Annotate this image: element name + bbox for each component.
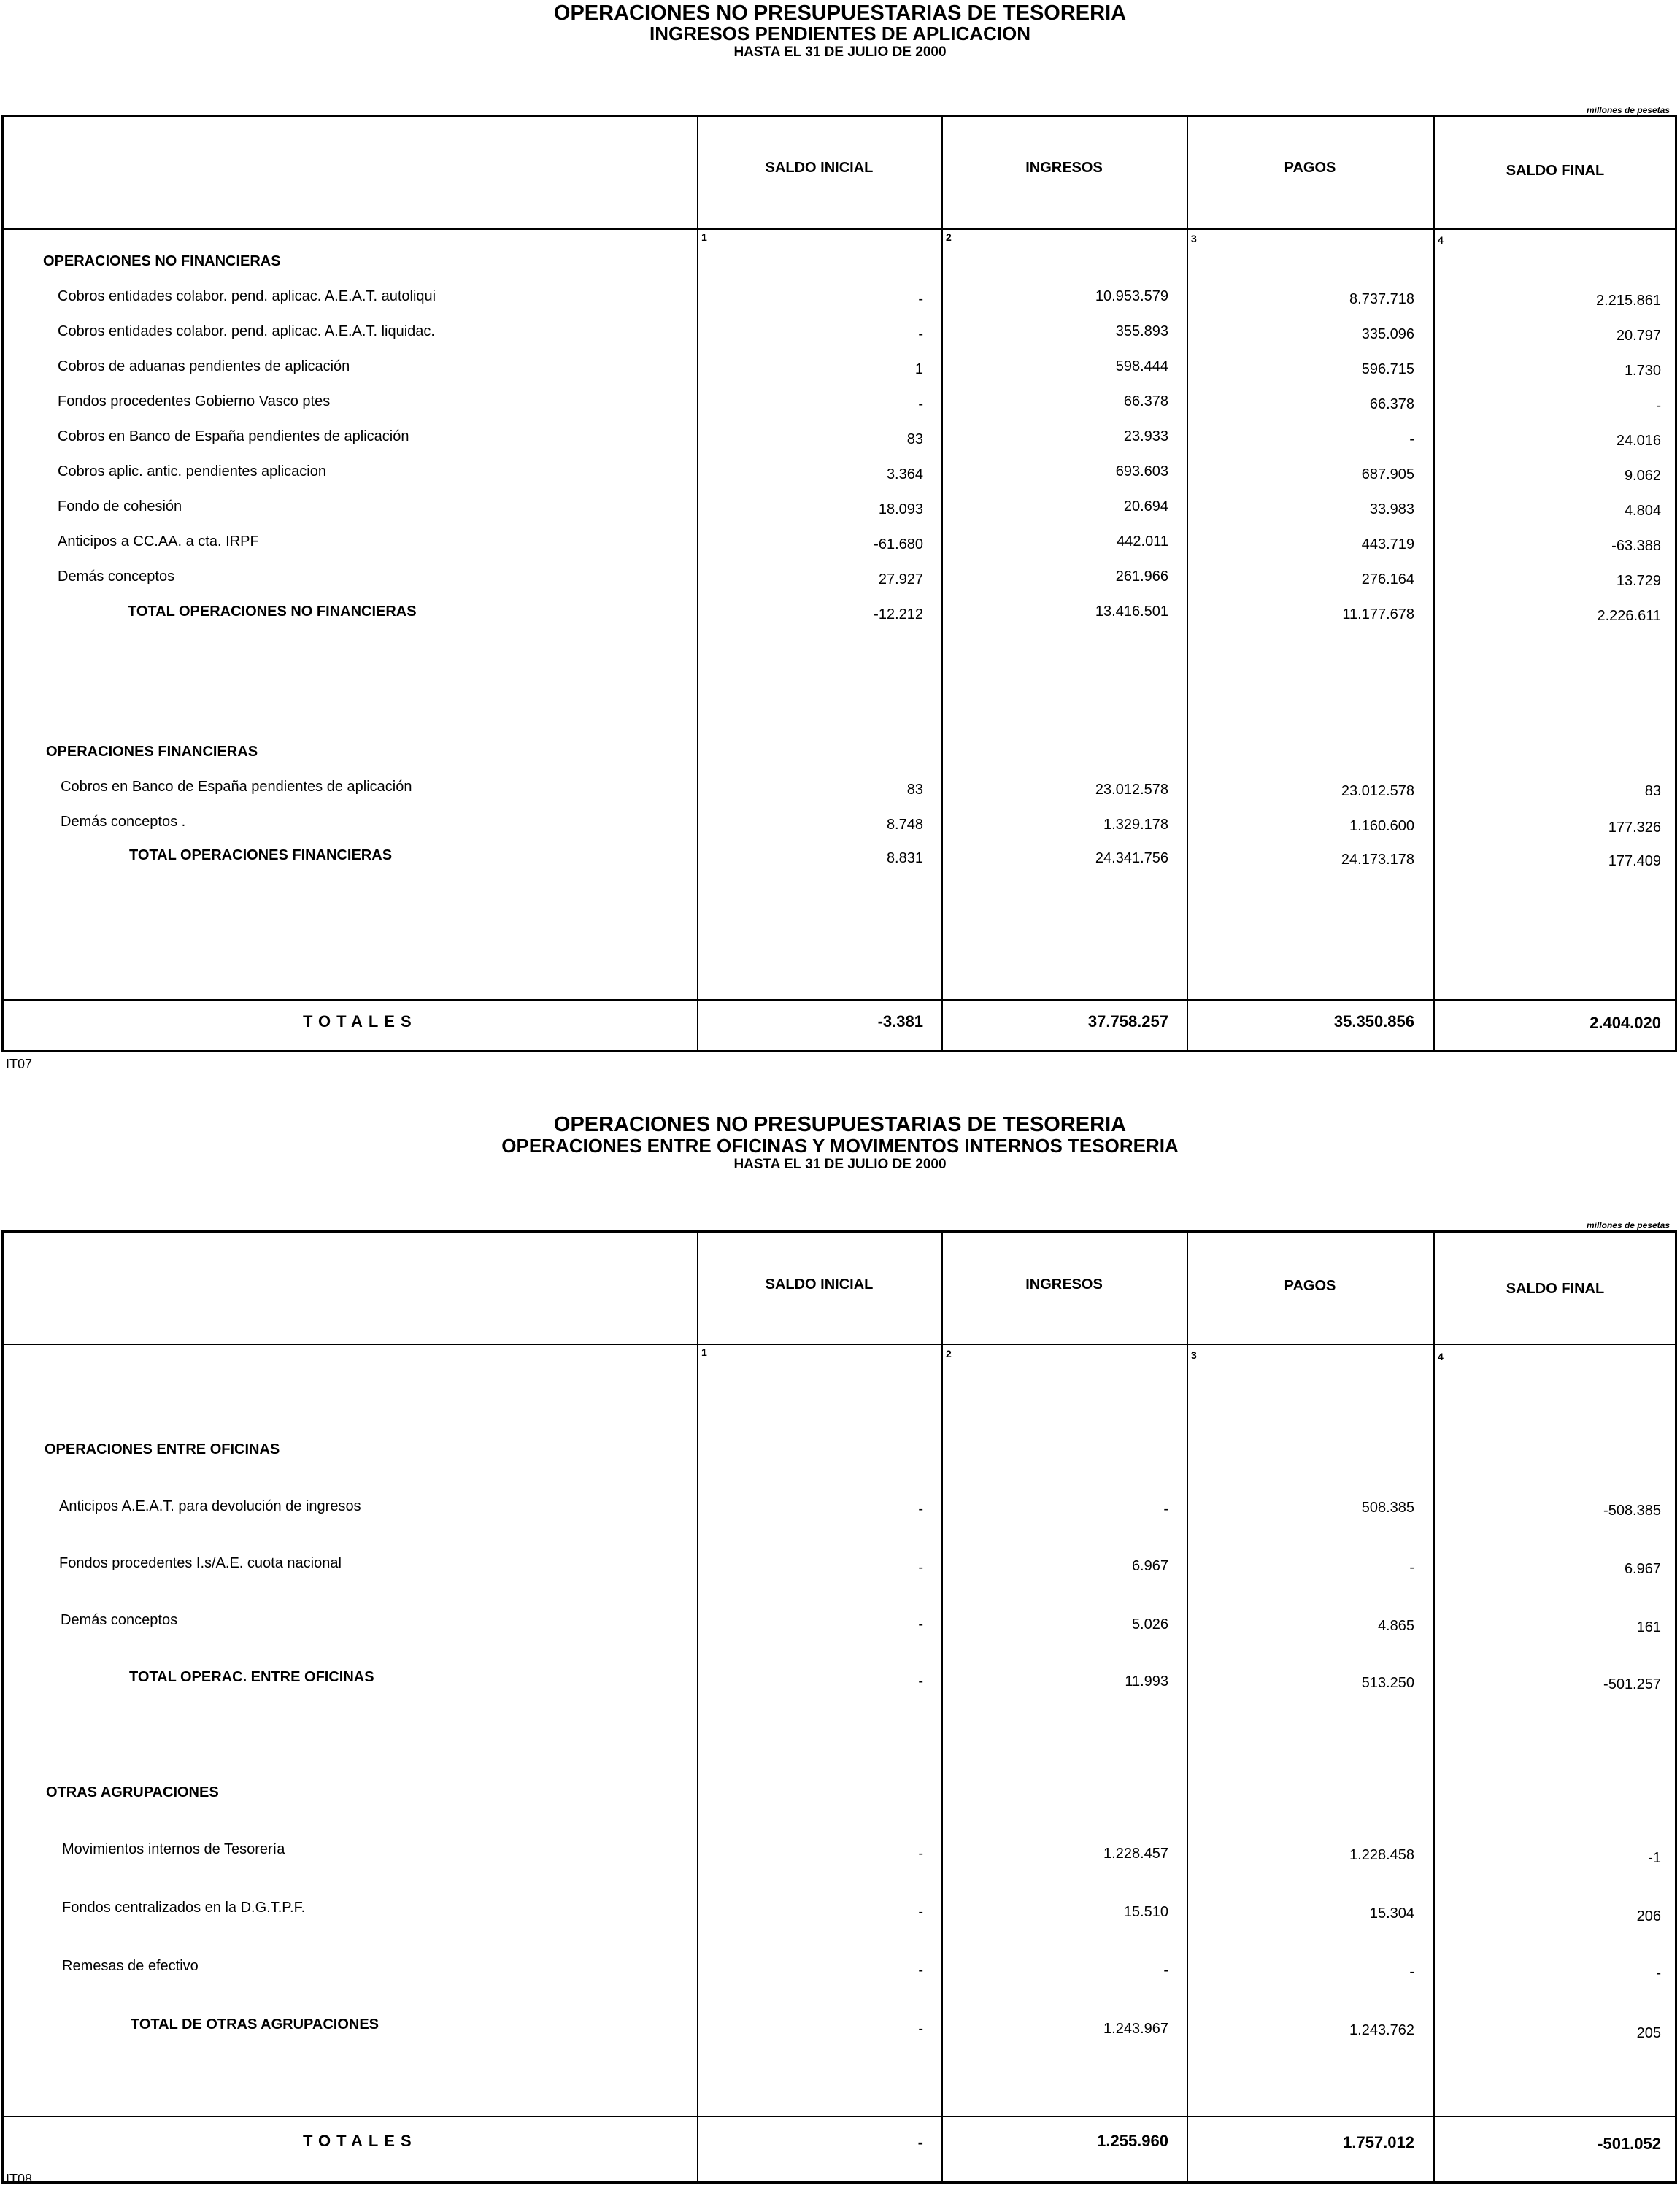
col-number: 4 [1438,234,1444,246]
col-number: 2 [946,231,952,243]
table-row: Cobros de aduanas pendientes de aplicación 1 598.444 596.715 1.730 [58,358,1661,379]
col-header-saldo-final: SALDO FINAL [1506,163,1605,179]
col-number: 1 [701,231,707,243]
section-heading: OPERACIONES FINANCIERAS [46,744,258,760]
table-row: Fondos procedentes I.s/A.E. cuota nacional - 6.967 - 6.967 [59,1555,1661,1577]
table-it07: SALDO INICIAL INGRESOS PAGOS SALDO FINAL 1 2 3 4 OPERACIONES NO FINANCIERAS Cobros entidades colabor. pend. aplicac. A.E.A.T. autoliqui - 10.953.579 8.737.718 2.215.861 Cobros entidades colabor. pend. aplicac. A.E.A.T. liquidac. - 355.893 335.096 20.797 Cobros de aduanas pendientes de aplicación 1 598.444 596.715 1.730 Fondos procedentes Gobierno Vasco ptes - 66.378 66.378 - Cobros en Banco de España pendientes de aplicación 83 23.933 - 24.016 Cobros aplic. antic. pendientes aplicacion 3.364 693.603 687.905 9.062 Fondo de cohesión 18.093 20.694 33.983 4.804 Anticipos a CC.AA. a cta. IRPF -61.680 442.011 443.719 -63.388 Demás conceptos 27.927 261.966 276.164 13.729 TOTAL OPERACIONES NO FINANCIERAS -12.212 13.416.501 11.177.678 2.226.611 OPERACIONES FINANCIERAS Cobros en Banco de España pendientes de aplicación 83 23.012.578 23.012.578 83 Demás conceptos . 8.748 1.329.178 1.160.600 177.326 TOTAL OPERACIONES FINANCIERAS 8.831 24.341.756 24.173.178 177.409 TOTALES -3.381 37.758.257 35.350.856 2.404.020 [1,115,1677,1052]
total-row: TOTAL OPERAC. ENTRE OFICINAS - 11.993 513.250 -501.257 [129,1669,1661,1692]
report-subtitle-2: OPERACIONES ENTRE OFICINAS Y MOVIMENTOS INTERNOS TESORERIA [501,1135,1179,1157]
table-row: Anticipos a CC.AA. a cta. IRPF -61.680 442.011 443.719 -63.388 [58,533,1661,554]
table-row: Fondo de cohesión 18.093 20.694 33.983 4.804 [58,498,1661,519]
report-date-1: HASTA EL 31 DE JULIO DE 2000 [733,45,947,60]
col-header-ingresos: INGRESOS [1025,1276,1103,1292]
table-row: Cobros entidades colabor. pend. aplicac. A.E.A.T. liquidac. - 355.893 335.096 20.797 [58,323,1661,344]
report-subtitle-1: INGRESOS PENDIENTES DE APLICACION [650,23,1030,45]
col-header-pagos: PAGOS [1284,1278,1336,1294]
table-row: Cobros en Banco de España pendientes de aplicación 83 23.933 - 24.016 [58,428,1661,449]
table-row: Demás conceptos 27.927 261.966 276.164 13.729 [58,569,1661,589]
section-heading: OTRAS AGRUPACIONES [46,1784,219,1800]
col-header-ingresos: INGRESOS [1025,160,1103,176]
total-row: TOTAL OPERACIONES NO FINANCIERAS -12.212 13.416.501 11.177.678 2.226.611 [128,604,1661,624]
report-code-2: IT08 [6,2172,33,2186]
table-row: Fondos procedentes Gobierno Vasco ptes - 66.378 66.378 - [58,393,1661,414]
table-row: Remesas de efectivo - - - - [62,1958,1661,1981]
table-row: Movimientos internos de Tesorería - 1.228.457 1.228.458 -1 [62,1841,1661,1866]
units-label-2: millones de pesetas [1586,1220,1670,1230]
table-row: Cobros en Banco de España pendientes de aplicación 83 23.012.578 23.012.578 83 [61,779,1661,799]
table-row: Anticipos A.E.A.T. para devolución de ingresos - - 508.385 -508.385 [59,1498,1661,1519]
report-title-1: OPERACIONES NO PRESUPUESTARIAS DE TESORERIA [553,1,1127,25]
table-row: Cobros entidades colabor. pend. aplicac. A.E.A.T. autoliqui - 10.953.579 8.737.718 2.215.861 [58,288,1661,309]
col-number: 1 [701,1346,707,1358]
table-row: Cobros aplic. antic. pendientes aplicacion 3.364 693.603 687.905 9.062 [58,463,1661,484]
units-label-1: millones de pesetas [1586,105,1670,115]
section-heading: OPERACIONES ENTRE OFICINAS [45,1441,280,1457]
col-number: 3 [1191,233,1197,244]
report-title-2: OPERACIONES NO PRESUPUESTARIAS DE TESORERIA [553,1113,1127,1136]
col-number: 2 [946,1348,952,1360]
report-code-1: IT07 [6,1057,33,1071]
table-row: Fondos centralizados en la D.G.T.P.F. - 15.510 15.304 206 [62,1900,1661,1924]
report-date-2: HASTA EL 31 DE JULIO DE 2000 [733,1157,947,1172]
col-header-saldo-inicial: SALDO INICIAL [765,1276,874,1292]
col-number: 4 [1438,1351,1444,1363]
total-row: TOTAL OPERACIONES FINANCIERAS 8.831 24.341.756 24.173.178 177.409 [129,847,1661,869]
col-header-pagos: PAGOS [1284,160,1336,176]
col-header-saldo-final: SALDO FINAL [1506,1281,1605,1297]
table-it08: SALDO INICIAL INGRESOS PAGOS SALDO FINAL 1 2 3 4 OPERACIONES ENTRE OFICINAS Anticipos A.E.A.T. para devolución de ingresos - - 508.385 -508.385 Fondos procedentes I.s/A.E. cuota nacional - 6.967 - 6.967 Demás conceptos - 5.026 4.865 161 TOTAL OPERAC. ENTRE OFICINAS - 11.993 513.250 -501.257 OTRAS AGRUPACIONES Movimientos internos de Tesorería - 1.228.457 1.228.458 -1 Fondos centralizados en la D.G.T.P.F. - 15.510 15.304 206 Remesas de efectivo - - - - TOTAL DE OTRAS AGRUPACIONES - 1.243.967 1.243.762 205 TOTALES - 1.255.960 1.757.012 -501.052 [1,1230,1677,2184]
col-number: 3 [1191,1349,1197,1361]
total-row: TOTAL DE OTRAS AGRUPACIONES - 1.243.967 1.243.762 205 [131,2016,1661,2041]
table-row: Demás conceptos . 8.748 1.329.178 1.160.600 177.326 [61,814,1661,836]
col-header-saldo-inicial: SALDO INICIAL [765,160,874,176]
section-heading: OPERACIONES NO FINANCIERAS [43,253,281,269]
table-row: Demás conceptos - 5.026 4.865 161 [61,1612,1661,1635]
